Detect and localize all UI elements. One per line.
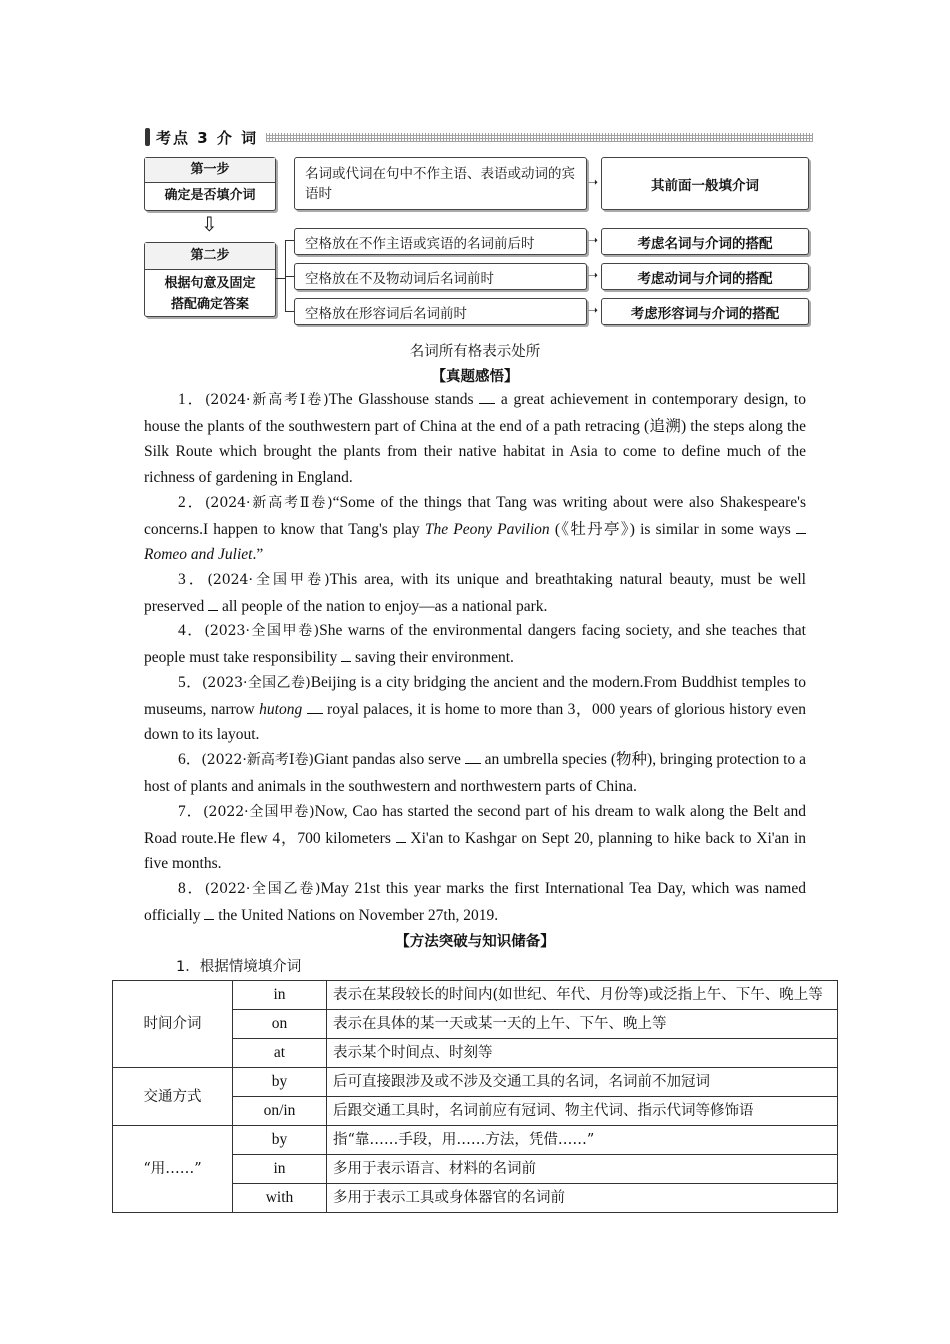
table-row: 交通方式 by 后可直接跟涉及或不涉及交通工具的名词，名词前不加冠词 <box>113 1068 838 1097</box>
step2-result-1: 考虑名词与介词的搭配 <box>601 228 809 255</box>
answer-blank[interactable] <box>465 749 481 764</box>
section-header <box>145 126 813 148</box>
section-title-method: 【方法突破与知识储备】 <box>395 934 555 950</box>
answer-blank[interactable] <box>204 905 214 920</box>
question-2: 2．(2024·新高考Ⅱ卷)“Some of the things that Tang was writing about were also Shakespeare's concerns.I happen to know that Tang's play The Peony Pavilion (《牡丹亭》) is similar in some ways Romeo and Juliet.” <box>144 494 806 564</box>
category-means: “用……” <box>113 1126 233 1213</box>
answer-blank[interactable] <box>796 519 806 534</box>
arrow-icon: ➝ <box>588 303 599 317</box>
section-title-zhenti: 【真题感悟】 <box>431 369 519 385</box>
table-row: in 多用于表示语言、材料的名词前 <box>113 1155 838 1184</box>
answer-blank[interactable] <box>208 596 218 611</box>
answer-blank[interactable] <box>341 647 351 662</box>
answer-blank[interactable] <box>396 828 406 843</box>
question-6: 6．(2022·新高考Ⅰ卷)Giant pandas also serve an umbrella species (物种), bringing protection to a host of plants and animals in the southwestern and northwestern parts of China. <box>144 751 806 795</box>
caption: 名词所有格表示处所 <box>409 344 541 360</box>
table-row: at 表示某个时间点、时刻等 <box>113 1039 838 1068</box>
step2-result-3: 考虑形容词与介词的搭配 <box>601 298 809 325</box>
question-8: 8．(2022·全国乙卷)May 21st this year marks the first International Tea Day, which was named officially the United Nations on November 27th, 2019. <box>144 880 806 924</box>
arrow-icon: ➝ <box>588 233 599 247</box>
question-4: 4．(2023·全国甲卷)She warns of the environmental dangers facing society, and she teaches that people must take responsibility saving their environment. <box>144 622 806 666</box>
header-title: 考点 3 介 词 <box>156 128 259 147</box>
question-7: 7．(2022·全国甲卷)Now, Cao has started the second part of his dream to walk along the Belt and Road route.He flew 4，700 kilometers Xi'an to Kashgar on Sept 20, planning to hike back to Xi'an in five months. <box>144 803 807 873</box>
step1-result: 其前面一般填介词 <box>601 157 809 210</box>
step2-condition-1: 空格放在不作主语或宾语的名词前后时 <box>294 228 587 255</box>
step2-body: 根据句意及固定搭配确定答案 <box>164 276 256 312</box>
arrow-icon: ➝ <box>588 268 599 282</box>
bracket-line <box>285 311 294 312</box>
answer-blank[interactable] <box>479 389 495 404</box>
header-bar <box>145 128 150 146</box>
step2-label: 第二步 <box>145 243 275 270</box>
category-transport: 交通方式 <box>113 1068 233 1126</box>
step1-label: 第一步 <box>145 158 275 183</box>
down-arrow-icon: ⇩ <box>201 212 218 236</box>
table-row: on/in 后跟交通工具时，名词前应有冠词、物主代词、指示代词等修饰语 <box>113 1097 838 1126</box>
step2-box <box>144 242 276 317</box>
bracket-line <box>285 240 294 241</box>
arrow-icon: ➝ <box>588 175 599 189</box>
step1-body: 确定是否填介词 <box>164 188 256 203</box>
preposition-table <box>112 980 838 1213</box>
header-pattern <box>266 133 813 142</box>
subheading: 1．根据情境填介词 <box>176 959 302 975</box>
bracket-line <box>285 276 294 277</box>
bracket-line <box>275 278 285 279</box>
table-row: on 表示在具体的某一天或某一天的上午、下午、晚上等 <box>113 1010 838 1039</box>
answer-blank[interactable] <box>307 699 323 714</box>
step2-condition-3: 空格放在形容词后名词前时 <box>294 298 587 325</box>
table-row: 时间介词 in 表示在某段较长的时间内(如世纪、年代、月份等)或泛指上午、下午、晚上等 <box>113 981 838 1010</box>
table-row: “用……” by 指“靠……手段，用……方法，凭借……” <box>113 1126 838 1155</box>
question-5: 5．(2023·全国乙卷)Beijing is a city bridging the ancient and the modern.From Buddhist temples to museums, narrow hutong royal palaces, it is home to more than 3，000 years of glorious history even down to its layout. <box>144 674 807 744</box>
step2-condition-2: 空格放在不及物动词后名词前时 <box>294 263 587 290</box>
question-3: 3．(2024·全国甲卷)This area, with its unique and breathtaking natural beauty, must be well preserved all people of the nation to enjoy—as a national park. <box>144 571 806 615</box>
category-time: 时间介词 <box>113 981 233 1068</box>
question-1: 1．(2024·新高考Ⅰ卷)The Glasshouse stands a great achievement in contemporary design, to house the plants of the southwestern part of China at the end of a path retracing (追溯) the steps along the Silk Route which brought the plants from their native habitat in Asia to come to define much of the richness of gardening in England. <box>144 391 806 487</box>
step2-result-2: 考虑动词与介词的搭配 <box>601 263 809 290</box>
table-row: with 多用于表示工具或身体器官的名词前 <box>113 1184 838 1213</box>
step1-box <box>144 157 276 211</box>
step1-condition: 名词或代词在句中不作主语、表语或动词的宾语时 <box>294 157 587 210</box>
